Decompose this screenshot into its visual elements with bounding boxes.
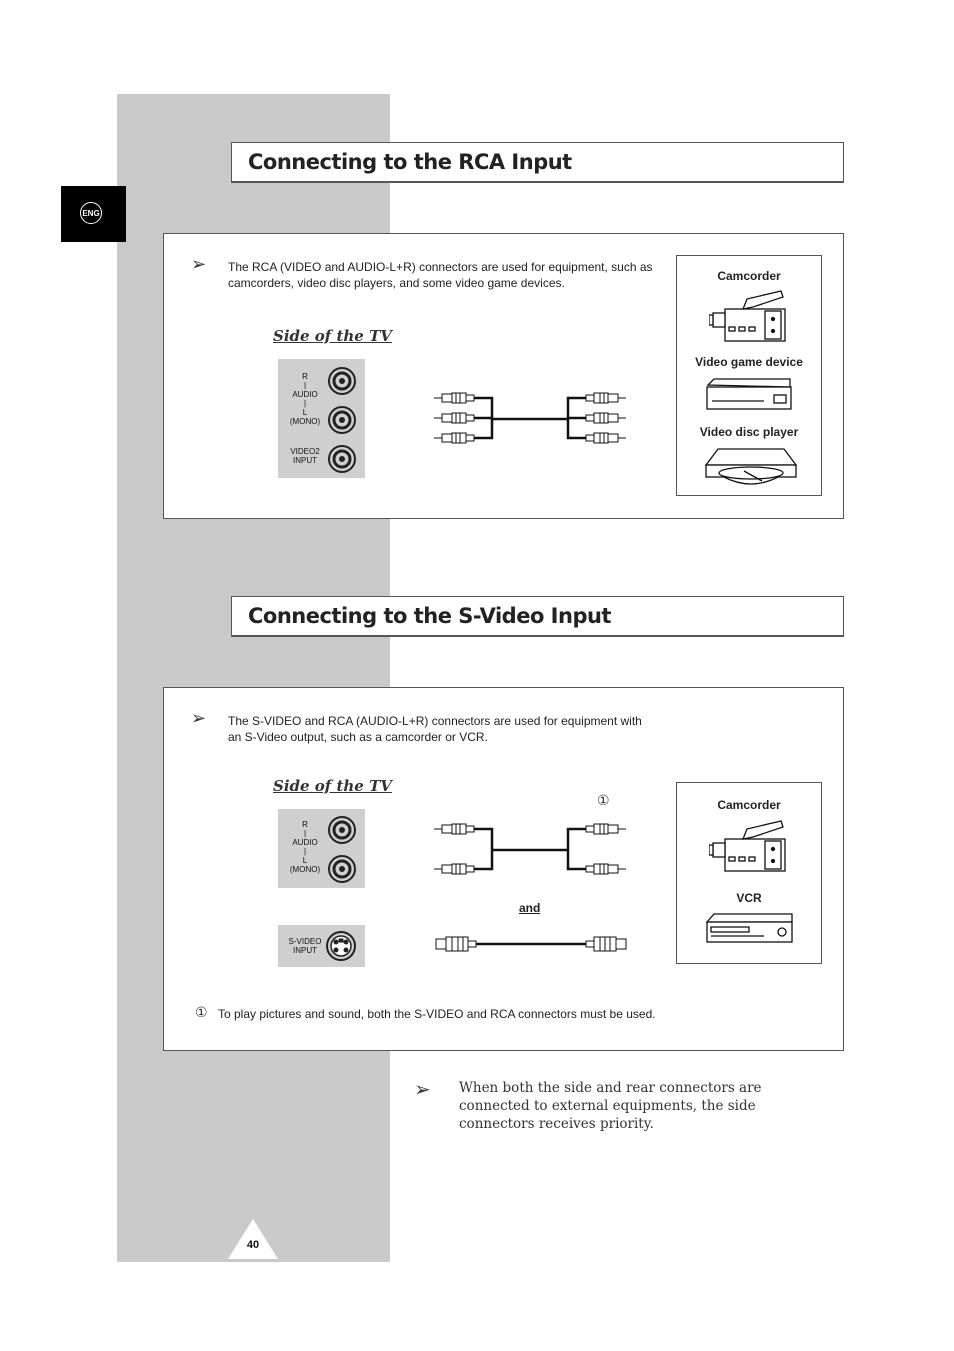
jack-label-svideo: S-VIDEO — [288, 937, 322, 946]
footnote-marker-1: ① — [597, 792, 610, 808]
vcr-icon — [704, 912, 796, 946]
tv-side-svideo-jack — [278, 925, 365, 967]
jack-label-mono: (MONO) — [289, 865, 321, 874]
audio-cable-icon — [430, 819, 630, 881]
jack-label-audio: AUDIO — [292, 838, 318, 847]
section-title-rca — [231, 142, 844, 183]
audio-jacks-icon — [325, 813, 359, 887]
jack-label-video2: VIDEO2 — [290, 447, 320, 456]
svideo-jack-icon — [324, 929, 358, 963]
language-tab-label: ENG — [80, 202, 102, 224]
footnote-text: To play pictures and sound, both the S-VIDEO and RCA connectors must be used. — [218, 1007, 656, 1021]
section-title-svideo — [231, 596, 844, 637]
rca-cable-icon — [430, 388, 630, 450]
device-label-vcr: VCR — [736, 891, 762, 905]
note-arrow-icon: ➢ — [414, 1079, 431, 1101]
jack-label-audio: AUDIO — [292, 390, 318, 399]
section-title-rca-text: Connecting to the RCA Input — [248, 150, 572, 174]
camcorder-icon — [709, 289, 789, 343]
jack-label-r: R — [302, 372, 308, 381]
video-disc-player-icon — [704, 447, 798, 487]
tv-side-jack-panel: R | AUDIO | L (MONO) VIDEO2 INPUT — [278, 359, 365, 478]
side-of-tv-label: Side of the TV — [273, 327, 392, 345]
jack-label-l: L — [302, 856, 308, 865]
section-title-svideo-text: Connecting to the S-Video Input — [248, 604, 611, 628]
and-label: and — [519, 901, 541, 915]
jack-label-input: INPUT — [293, 946, 317, 955]
jack-label-input: INPUT — [293, 456, 317, 465]
jack-label-r: R — [302, 820, 308, 829]
tv-side-audio-jacks: R | AUDIO | L (MONO) — [278, 809, 365, 888]
note-arrow-icon: ➢ — [191, 254, 207, 274]
footnote-marker-2: ① — [195, 1004, 208, 1020]
device-label-camcorder: Camcorder — [717, 269, 781, 283]
priority-note: When both the side and rear connectors are connected to external equipments, the side connectors receives priority. — [459, 1080, 762, 1132]
svideo-cable-icon — [432, 934, 630, 954]
page-number: 40 — [246, 1239, 260, 1251]
device-label-video-game: Video game device — [695, 355, 803, 369]
jack-label-mono: (MONO) — [289, 417, 321, 426]
video-game-device-icon — [704, 377, 794, 413]
svideo-note: The S-VIDEO and RCA (AUDIO-L+R) connectors are used for equipment with an S-Video output, such as a camcorder or VCR. — [228, 714, 642, 744]
camcorder-icon — [709, 819, 789, 873]
rca-note: The RCA (VIDEO and AUDIO-L+R) connectors are used for equipment, such as camcorders, video disc players, and some video game devices. — [228, 260, 653, 290]
jack-label-l: L — [302, 408, 308, 417]
side-of-tv-label: Side of the TV — [273, 777, 392, 795]
rca-jacks-icon — [325, 365, 359, 477]
note-arrow-icon: ➢ — [191, 708, 207, 728]
device-label-video-disc: Video disc player — [699, 425, 799, 439]
device-label-camcorder: Camcorder — [717, 798, 781, 812]
